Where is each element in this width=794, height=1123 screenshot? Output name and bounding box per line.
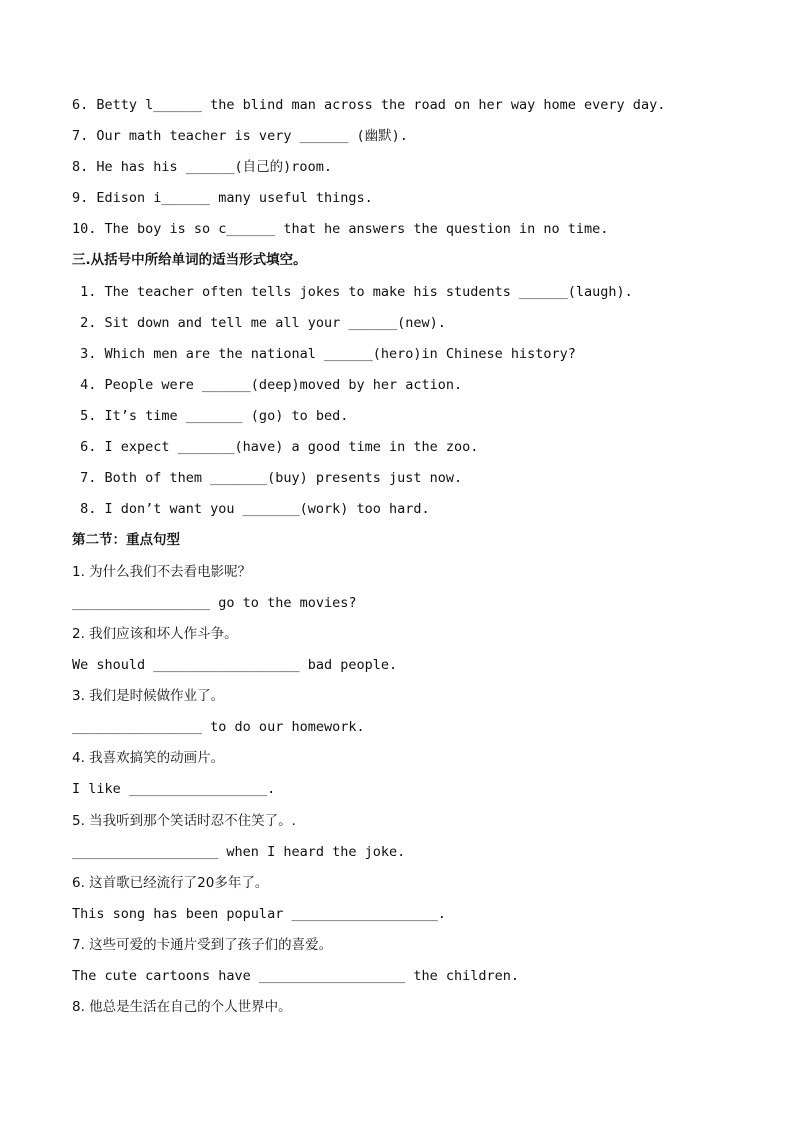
english-blank-line: ________________ to do our homework. (72, 719, 365, 735)
exercise-line: 7. Our math teacher is very ______ (幽默). (72, 128, 408, 144)
exercise-line: 4. People were ______(deep)moved by her action. (72, 377, 463, 393)
english-blank-line: __________________ when I heard the joke. (72, 844, 406, 860)
exercise-line: 2. Sit down and tell me all your ______(new). (72, 315, 446, 331)
exercise-line: 10. The boy is so c______ that he answers the question in no time. (72, 221, 609, 237)
exercise-line: 3. Which men are the national ______(hero)in Chinese history? (72, 346, 576, 362)
chinese-prompt: 6. 这首歌已经流行了20多年了。 (72, 875, 269, 891)
chinese-prompt: 7. 这些可爱的卡通片受到了孩子们的喜爱。 (72, 937, 333, 953)
chinese-prompt: 2. 我们应该和坏人作斗争。 (72, 626, 238, 642)
exercise-line: 7. Both of them _______(buy) presents just now. (72, 470, 463, 486)
english-blank-line: _________________ go to the movies? (72, 595, 357, 611)
chinese-prompt: 5. 当我听到那个笑话时忍不住笑了。. (72, 813, 296, 829)
english-blank-line: I like _________________. (72, 781, 276, 797)
exercise-line: 6. I expect _______(have) a good time in the zoo. (72, 439, 479, 455)
section-heading: 三.从括号中所给单词的适当形式填空。 (72, 252, 307, 268)
english-blank-line: The cute cartoons have __________________ the children. (72, 968, 520, 984)
exercise-line: 1. The teacher often tells jokes to make his students ______(laugh). (72, 284, 633, 300)
exercise-line: 9. Edison i______ many useful things. (72, 190, 373, 206)
chinese-prompt: 3. 我们是时候做作业了。 (72, 688, 225, 704)
exercise-line: 5. It’s time _______ (go) to bed. (72, 408, 349, 424)
exercise-line: 6. Betty l______ the blind man across the road on her way home every day. (72, 97, 666, 113)
exercise-line: 8. He has his ______(自己的)room. (72, 159, 332, 175)
english-blank-line: This song has been popular __________________. (72, 906, 446, 922)
chinese-prompt: 8. 他总是生活在自己的个人世界中。 (72, 999, 292, 1015)
english-blank-line: We should __________________ bad people. (72, 657, 398, 673)
section-heading: 第二节：重点句型 (72, 532, 180, 548)
chinese-prompt: 1. 为什么我们不去看电影呢？ (72, 564, 252, 580)
exercise-line: 8. I don’t want you _______(work) too hard. (72, 501, 430, 517)
chinese-prompt: 4. 我喜欢搞笑的动画片。 (72, 750, 225, 766)
